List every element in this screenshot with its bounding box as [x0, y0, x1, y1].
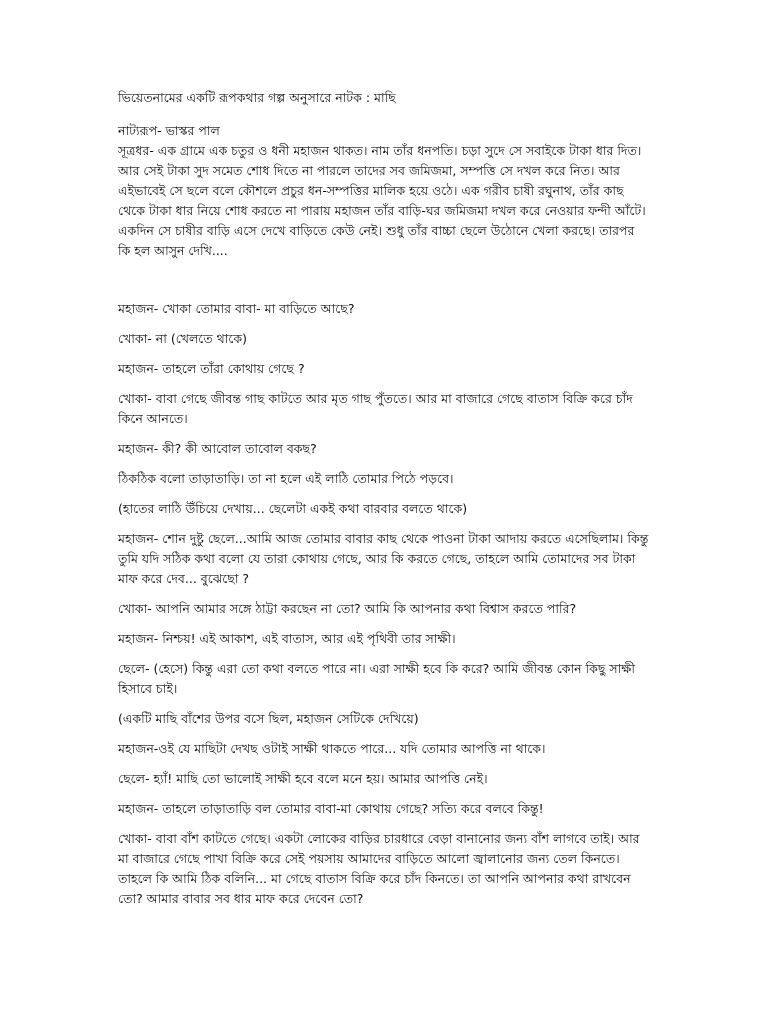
document-page — [118, 88, 650, 919]
dialogue-line: ছেলে- (হেসে) কিন্তু এরা তো কথা বলতে পারে না। এরা সাক্ষী হবে কি করে? আমি জীবন্ত কোন কিছু সাক্ষী হিসাবে চাই। — [118, 661, 635, 696]
dialogue-line: ছেলে- হ্যাঁ! মাছি তো ভালোই সাক্ষী হবে বলে মনে হয়। আমার আপত্তি নেই। — [118, 771, 488, 786]
dialogue-line: মহাজন- নিশ্চয়! এই আকাশ, এই বাতাস, আর এই পৃথিবী তার সাক্ষী। — [118, 631, 456, 646]
dialogue-line: মহাজন- তাহলে তাড়াতাড়ি বল তোমার বাবা-মা কোথায় গেছে? সত্যি করে বলবে কিন্তু! — [118, 801, 544, 816]
dialogue-line: খোকা- না (খেলতে থাকে) — [118, 331, 248, 346]
stage-direction: (একটি মাছি বাঁশের উপর বসে ছিল, মহাজন সেটিকে দেখিয়ে) — [118, 711, 419, 726]
dialogue-line: মহাজন- খোকা তোমার বাবা- মা বাড়িতে আছে? — [118, 301, 355, 316]
dialogue-line: মহাজন- শোন দুষ্টু ছেলে...আমি আজ তোমার বাবার কাছ থেকে পাওনা টাকা আদায় করতে এসেছিলাম। কিন্তু তুমি যদি সঠিক কথা বলো যে তারা কোথায় গেছে, আর কি করতে গেছে, তাহলে আমি তোমাদের সব টাকা মাফ করে দেব... বুঝেছো ? — [118, 531, 649, 586]
dialogue-line: ঠিকঠিক বলো তাড়াতাড়ি। তা না হলে এই লাঠি তোমার পিঠে পড়বে। — [118, 471, 454, 486]
dialogue-line: খোকা- আপনি আমার সঙ্গে ঠাট্টা করছেন না তো? আমি কি আপনার কথা বিশ্বাস করতে পারি? — [118, 601, 577, 616]
narrator-intro: সূত্রধর- এক গ্রামে এক চতুর ও ধনী মহাজন থাকত। নাম তাঁর ধনপতি। চড়া সুদে সে সবাইকে টাকা ধার দিত। আর সেই টাকা সুদ সমেত শোধ দিতে না পারলে তাদের সব জমিজমা, সম্পত্তি সে দখল করে নিত। আর এইভাবেই সে ছলে বলে কৌশলে প্রচুর ধন-সম্পত্তির মালিক হয়ে ওঠে। এক গরীব চাষী রঘুনাথ, তাঁর কাছ থেকে টাকা ধার নিয়ে শোধ করতে না পারায় মহাজন তাঁর বাড়ি-ঘর জমিজমা দখল করে নেওয়ার ফন্দী আঁটে। একদিন সে চাষীর বাড়ি এসে দেখে বাড়িতে কেউ নেই। শুধু তাঁর বাচ্চা ছেলে উঠোনে খেলা করছে। তারপর কি হল আসুন দেখি.... — [118, 143, 646, 258]
dialogue-line: মহাজন- কী? কী আবোল তাবোল বকছ? — [118, 441, 317, 456]
play-title: ভিয়েতনামের একটি রূপকথার গল্প অনুসারে নাটক : মাছি — [118, 90, 396, 105]
dialogue-section — [118, 299, 650, 909]
dialogue-line: মহাজন- তাহলে তাঁরা কোথায় গেছে ? — [118, 361, 305, 376]
dialogue-line: খোকা- বাবা গেছে জীবন্ত গাছ কাটতে আর মৃত গাছ পুঁততে। আর মা বাজারে গেছে বাতাস বিক্রি করে চাঁদ কিনে আনতে। — [118, 391, 633, 426]
stage-direction: (হাতের লাঠি উঁচিয়ে দেখায়... ছেলেটা একই কথা বারবার বলতে থাকে) — [118, 501, 468, 516]
dialogue-line: মহাজন-ওই যে মাছিটা দেখছ ওটাই সাক্ষী থাকতে পারে... যদি তোমার আপত্তি না থাকে। — [118, 741, 546, 756]
dialogue-line: খোকা- বাবা বাঁশ কাটতে গেছে। একটা লোকের বাড়ির চারধারে বেড়া বানানোর জন্য বাঁশ লাগবে তাই। আর মা বাজারে গেছে পাখা বিক্রি করে সেই পয়সায় আমাদের বাড়িতে আলো জ্বালানোর জন্য তেল কিনতে। তাহলে কি আমি ঠিক বলিনি... মা গেছে বাতাস বিক্রি করে চাঁদ কিনতে। তা আপনি আপনার কথা রাখবেন তো? আমার বাবার সব ধার মাফ করে দেবেন তো? — [118, 831, 640, 906]
play-byline: নাট্যরূপ- ভাস্কর পাল — [118, 123, 220, 138]
